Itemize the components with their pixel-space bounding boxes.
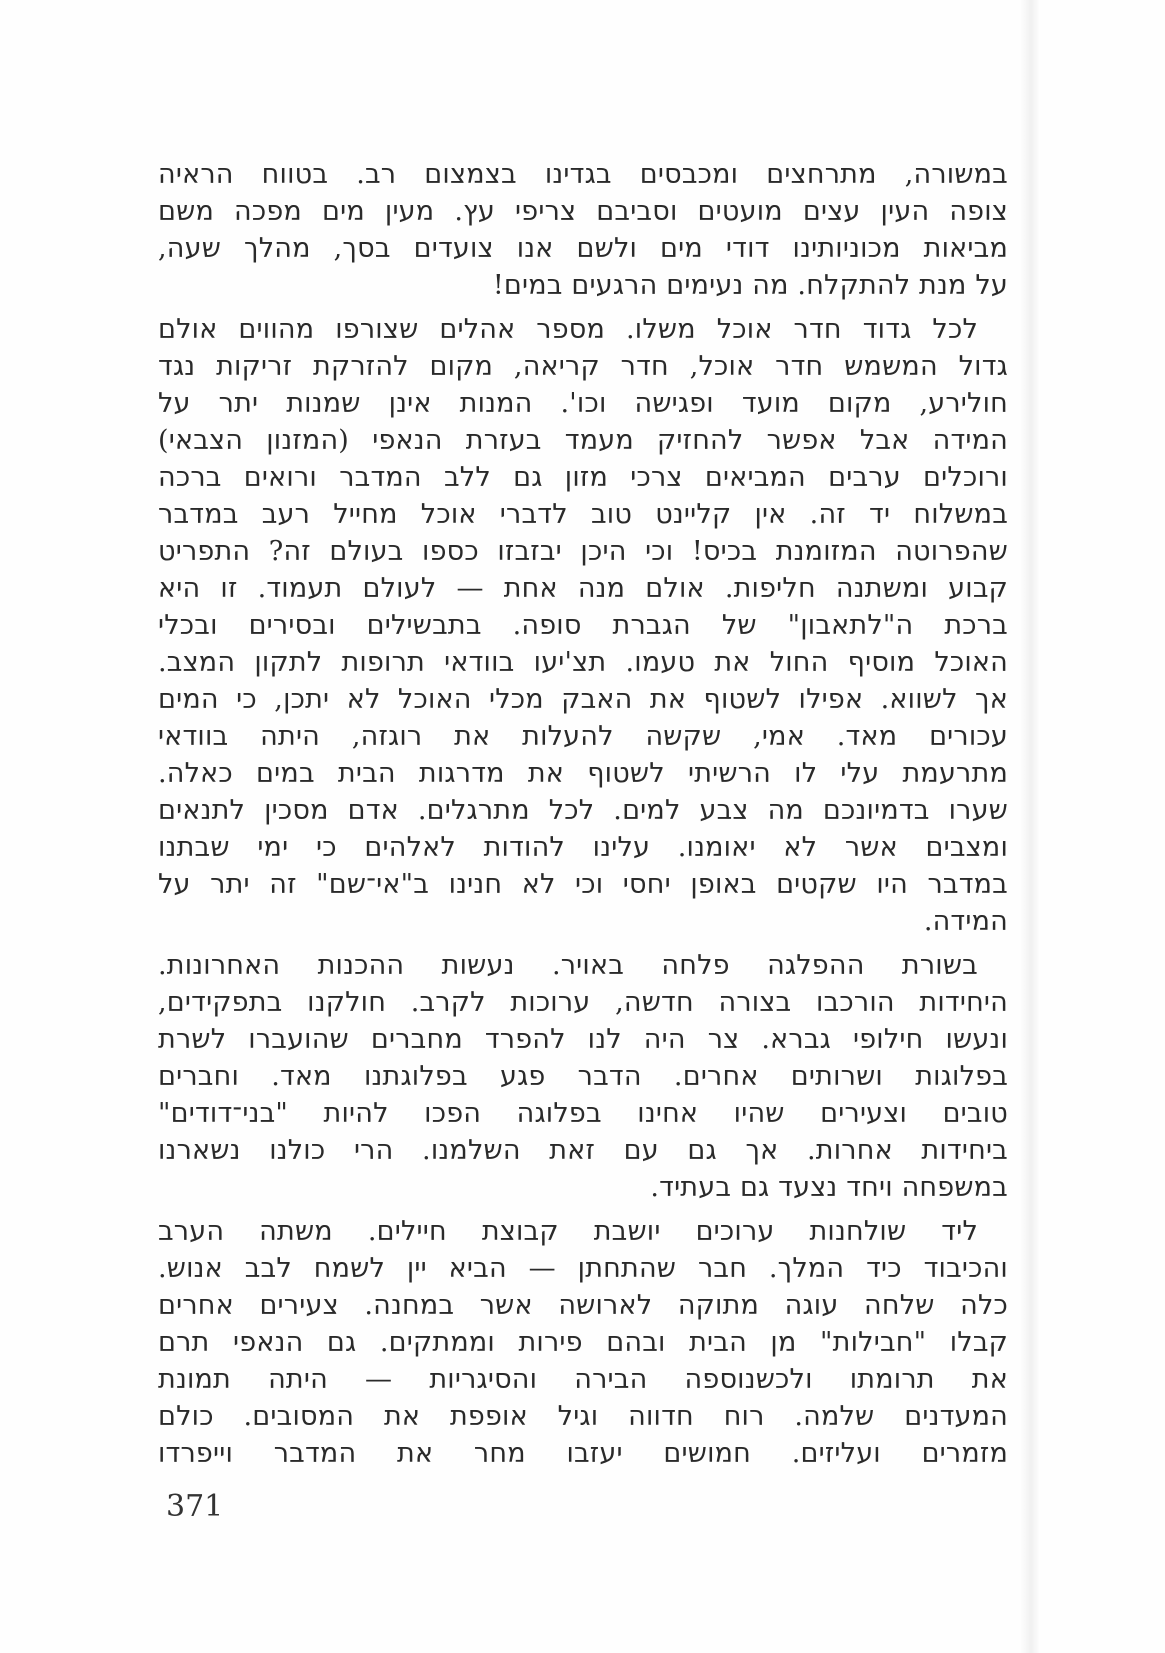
body-text (158, 156, 1008, 1472)
text-line: טובים וצעירים שהיו אחינו בפלוגה הפכו להיות "בני־דודים" (158, 1098, 1008, 1129)
text-line: את תרומתו ולכשנוספה הבירה והסיגריות — היתה תמונת (158, 1364, 1008, 1395)
text-line: לכל גדוד חדר אוכל משלו. מספר אהלים שצורפו מהווים אולם (158, 314, 978, 345)
text-line: המידה אבל אפשר להחזיק מעמד בעזרת הנאפי (המזנון הצבאי) (158, 425, 1008, 456)
text-line: ורוכלים ערבים המביאים צרכי מזון גם ללב המדבר ורואים ברכה (158, 462, 1008, 493)
text-line: ומצבים אשר לא יאומנו. עלינו להודות לאלהים כי ימי שבתנו (158, 832, 1008, 863)
text-line: בפלוגות ושרותים אחרים. הדבר פגע בפלוגתנו מאד. וחברים (158, 1061, 1008, 1092)
paragraph (158, 311, 1008, 940)
text-line: מתרעמת עלי לו הרשיתי לשטוף את מדרגות הבית במים כאלה. (158, 758, 1008, 789)
text-line: צופה העין עצים מועטים וסביבם צריפי עץ. מעין מים מפכה משם (158, 196, 1008, 227)
text-line: המעדנים שלמה. רוח חדווה וגיל אופפת את המסובים. כולם (158, 1401, 1008, 1432)
text-line: במשפחה ויחד נצעד גם בעתיד. (650, 1172, 1008, 1203)
text-line: על מנת להתקלח. מה נעימים הרגעים במים! (492, 270, 1008, 301)
text-line: המידה. (923, 906, 1008, 937)
text-line: קבלו "חבילות" מן הבית ובהם פירות וממתקים. גם הנאפי תרם (158, 1327, 1008, 1358)
text-line: ונעשו חילופי גברא. צר היה לנו להפרד מחברים שהועברו לשרת (158, 1024, 1008, 1055)
text-line: והכיבוד כיד המלך. חבר שהתחתן — הביא יין לשמח לבב אנוש. (158, 1253, 1008, 1284)
text-line: במדבר היו שקטים באופן יחסי וכי לא חנינו ב"אי־שם" זה יתר על (158, 869, 1008, 900)
paragraph (158, 947, 1008, 1206)
page-number: 371 (166, 1489, 224, 1524)
text-line: מביאות מכוניותינו דודי מים ולשם אנו צועדים בסך, מהלך שעה, (158, 233, 1008, 264)
text-line: שערו בדמיונכם מה צבע למים. לכל מתרגלים. אדם מסכין לתנאים (158, 795, 1008, 826)
text-line: מזמרים ועליזים. חמושים יעזבו מחר את המדבר וייפרדו (158, 1438, 1008, 1469)
text-line: במשורה, מתרחצים ומכבסים בגדינו בצמצום רב. בטווח הראיה (158, 159, 1008, 190)
text-line: במשלוח יד זה. אין קליינט טוב לדברי אוכל מחייל רעב במדבר (158, 499, 1008, 530)
text-line: היחידות הורכבו בצורה חדשה, ערוכות לקרב. חולקנו בתפקידים, (158, 987, 1008, 1018)
paragraph (158, 156, 1008, 304)
text-line: חולירע, מקום מועד ופגישה וכו'. המנות אינן שמנות יתר על (158, 388, 1008, 419)
text-line: קבוע ומשתנה חליפות. אולם מנה אחת — לעולם תעמוד. זו היא (158, 573, 1008, 604)
text-line: האוכל מוסיף החול את טעמו. תצ'יעו בוודאי תרופות לתקון המצב. (158, 647, 1008, 678)
text-line: אך לשווא. אפילו לשטוף את האבק מכלי האוכל לא יתכן, כי המים (158, 684, 1008, 715)
text-line: גדול המשמש חדר אוכל, חדר קריאה, מקום להזרקת זריקות נגד (158, 351, 1008, 382)
scan-streak-artifact (1020, 0, 1040, 1653)
text-line: שהפרוטה המזומנת בכיס! וכי היכן יבזבזו כספו בעולם זה? התפריט (158, 536, 1008, 567)
text-line: בשורת ההפלגה פלחה באויר. נעשות ההכנות האחרונות. (158, 950, 978, 981)
text-line: ברכת ה"לתאבון" של הגברת סופה. בתבשילים ובסירים ובכלי (158, 610, 1008, 641)
paragraph (158, 1213, 1008, 1472)
text-line: ביחידות אחרות. אך גם עם זאת השלמנו. הרי כולנו נשארנו (158, 1135, 1008, 1166)
text-line: כלה שלחה עוגה מתוקה לארושה אשר במחנה. צעירים אחרים (158, 1290, 1008, 1321)
text-line: ליד שולחנות ערוכים יושבת קבוצת חיילים. משתה הערב (158, 1216, 978, 1247)
text-line: עכורים מאד. אמי, שקשה להעלות את רוגזה, היתה בוודאי (158, 721, 1008, 752)
